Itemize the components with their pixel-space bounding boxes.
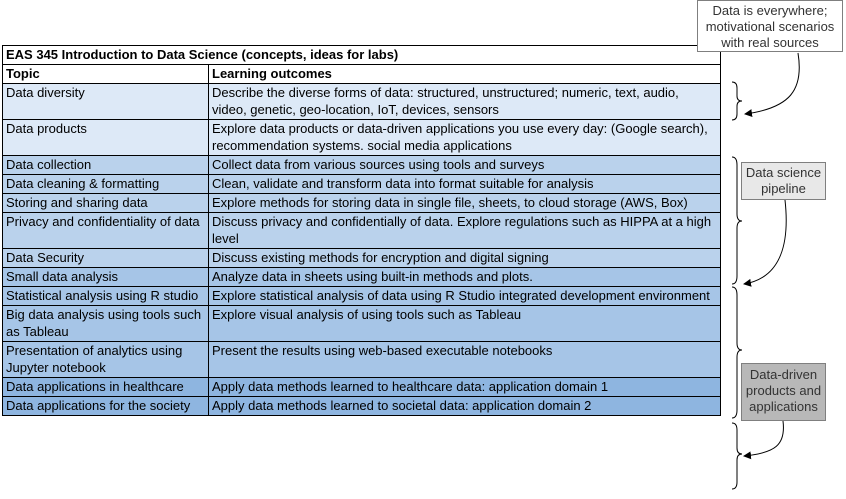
outcome-cell: Discuss privacy and confidentially of data. Explore regulations such as HIPPA at a high level (209, 213, 721, 249)
brace-motivation (732, 82, 742, 120)
topic-cell: Big data analysis using tools such as Tableau (3, 306, 209, 342)
arrow-products (744, 421, 783, 456)
outcome-cell: Explore visual analysis of using tools such as Tableau (209, 306, 721, 342)
products-note: Data-driven products and applications (741, 363, 826, 421)
pipeline-note: Data science pipeline (741, 162, 826, 200)
topic-cell: Presentation of analytics using Jupyter notebook (3, 342, 209, 378)
topic-cell: Data products (3, 120, 209, 156)
topic-cell: Privacy and confidentiality of data (3, 213, 209, 249)
outcome-cell: Explore data products or data-driven applications you use every day: (Google search), recommendation systems. social media applications (209, 120, 721, 156)
brace-applications (732, 423, 742, 489)
topic-cell: Data applications in healthcare (3, 378, 209, 397)
table-title: EAS 345 Introduction to Data Science (concepts, ideas for labs) (3, 46, 721, 65)
outcome-cell: Analyze data in sheets using built-in methods and plots. (209, 268, 721, 287)
topic-cell: Data diversity (3, 84, 209, 120)
outcome-cell: Present the results using web-based executable notebooks (209, 342, 721, 378)
brace-products (732, 287, 742, 418)
topic-cell: Data Security (3, 249, 209, 268)
outcome-cell: Apply data methods learned to healthcare data: application domain 1 (209, 378, 721, 397)
arrow-pipeline (744, 200, 786, 284)
motivation-note: Data is everywhere; motivational scenarios with real sources (697, 0, 843, 52)
outcome-cell: Apply data methods learned to societal data: application domain 2 (209, 397, 721, 416)
header-topic: Topic (3, 65, 209, 84)
topic-cell: Small data analysis (3, 268, 209, 287)
outcome-cell: Explore statistical analysis of data using R Studio integrated development environment (209, 287, 721, 306)
outcome-cell: Collect data from various sources using tools and surveys (209, 156, 721, 175)
topic-cell: Data applications for the society (3, 397, 209, 416)
topic-cell: Data cleaning & formatting (3, 175, 209, 194)
brace-pipeline (732, 157, 742, 284)
topic-cell: Statistical analysis using R studio (3, 287, 209, 306)
outcome-cell: Discuss existing methods for encryption and digital signing (209, 249, 721, 268)
arrow-motivation (745, 53, 799, 114)
topic-cell: Data collection (3, 156, 209, 175)
outcome-cell: Clean, validate and transform data into format suitable for analysis (209, 175, 721, 194)
header-learning-outcomes: Learning outcomes (209, 65, 721, 84)
outcome-cell: Describe the diverse forms of data: structured, unstructured; numeric, text, audio, video, genetic, geo-location, IoT, devices, sensors (209, 84, 721, 120)
outcome-cell: Explore methods for storing data in single file, sheets, to cloud storage (AWS, Box) (209, 194, 721, 213)
topic-cell: Storing and sharing data (3, 194, 209, 213)
